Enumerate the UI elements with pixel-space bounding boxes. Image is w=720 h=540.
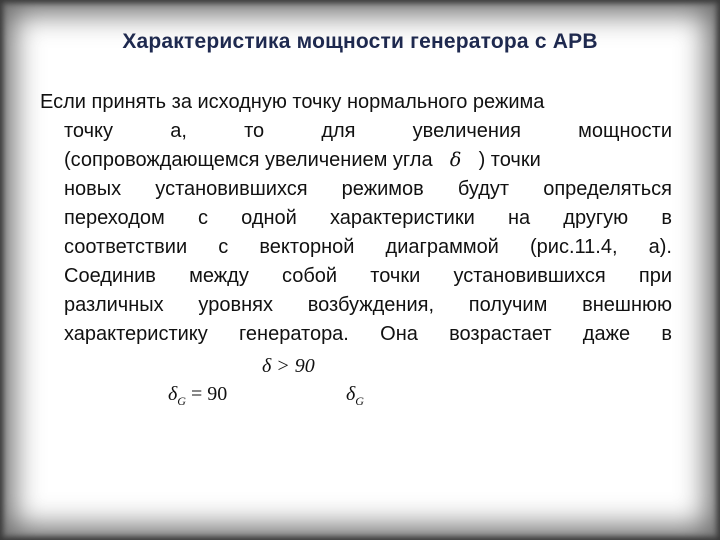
paragraph-line-9: характеристику генератора. Она возрастает даже в: [64, 323, 672, 345]
paragraph-line-5: переходом с одной характеристики на другую в: [64, 207, 672, 229]
formula-delta-gt-90: δ > 90: [262, 355, 315, 377]
body-paragraph: [40, 88, 672, 349]
paragraph-line-1: Если принять за исходную точку нормального режима: [40, 91, 545, 113]
paragraph-line-3: [40, 146, 672, 175]
paragraph-line-8: различных уровнях возбуждения, получим внешнюю: [64, 294, 672, 316]
paragraph-line-3-text: (сопровождающемся увеличением угла: [64, 149, 433, 171]
paragraph-line-7: Соединив между собой точки установившихся при: [64, 265, 672, 287]
paragraph-line-2: точку а, то для увеличения мощности: [64, 120, 672, 142]
delta-symbol: δ: [449, 149, 462, 171]
paragraph-line-3-end: ) точки: [478, 149, 541, 171]
paragraph-line-6: соответствии с векторной диаграммой (рис.11.4, а).: [64, 236, 672, 258]
formula-delta-g-eq-90: $\delta_G = 90$: [168, 383, 228, 408]
paragraph-line-4: новых установившихся режимов будут определяться: [64, 178, 672, 200]
slide-title: Характеристика мощности генератора с АРВ: [122, 30, 598, 53]
formula-delta-g: $\delta_G$: [346, 383, 364, 408]
